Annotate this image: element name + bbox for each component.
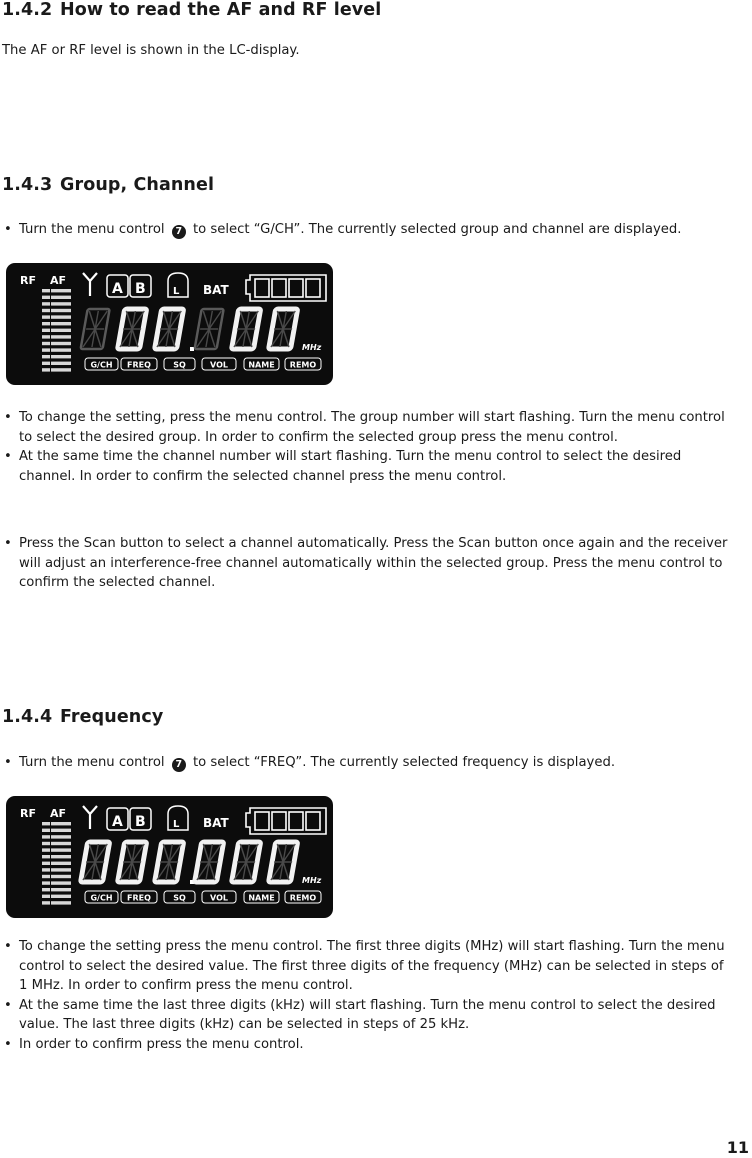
frequency-intro: [2, 753, 732, 773]
level-segment: [42, 355, 50, 358]
level-bars: [42, 822, 71, 905]
rf-label: RF: [20, 274, 36, 287]
level-segment: [42, 348, 50, 351]
level-segment: [51, 868, 71, 871]
level-segment: [42, 329, 50, 332]
heading-1-4-2: 1.4.2 How to read the AF and RF level: [2, 0, 382, 20]
level-segment: [51, 855, 71, 858]
svg-text:G/CH: G/CH: [90, 360, 113, 370]
lcd-mode-label: [202, 358, 236, 370]
lcd-digit: [232, 842, 261, 882]
lcd-mode-label: [121, 891, 157, 903]
menu-control-ref: 7: [172, 758, 186, 772]
lcd-display-gch: [6, 263, 333, 385]
svg-text:L: L: [173, 819, 180, 830]
level-segment: [42, 842, 50, 845]
level-segment: [42, 901, 50, 904]
lcd-digits: [81, 309, 298, 351]
level-segment: [42, 862, 50, 865]
lcd-digit: [155, 309, 184, 349]
level-segment: [42, 888, 50, 891]
lcd-graphic: [6, 263, 333, 385]
group-channel-intro: [2, 220, 732, 240]
lcd-mode-label: [85, 891, 118, 903]
battery-icon: [246, 808, 326, 834]
heading-1-4-3: 1.4.3 Group, Channel: [2, 175, 215, 195]
level-segment: [42, 868, 50, 871]
lcd-mode-label: [244, 358, 279, 370]
level-segment: [51, 848, 71, 851]
level-segment: [51, 881, 71, 884]
svg-text:VOL: VOL: [210, 360, 228, 370]
level-segment: [51, 329, 71, 332]
lcd-digit: [195, 309, 224, 349]
level-segment: [51, 862, 71, 865]
level-segment: [42, 822, 50, 825]
mhz-label: MHz: [302, 343, 322, 352]
lcd-mode-label: [244, 891, 279, 903]
lcd-digits: [81, 842, 298, 884]
page-number: 11: [726, 1138, 749, 1157]
list-item: • Turn the menu control 7 to select “G/CH”. The currently selected group and channel are displayed.: [2, 220, 732, 240]
level-segment: [51, 355, 71, 358]
level-segment: [51, 901, 71, 904]
lcd-mode-labels: [85, 358, 321, 370]
svg-text:SQ: SQ: [173, 893, 186, 903]
list-item: • At the same time the channel number will start flashing. Turn the menu control to select the desired channel. In order to confirm the selected channel press the menu control.: [2, 447, 732, 486]
menu-control-ref: 7: [172, 225, 186, 239]
lcd-digit: [155, 842, 184, 882]
decimal-point: [190, 347, 194, 351]
battery-icon: [246, 275, 326, 301]
level-segment: [42, 855, 50, 858]
list-item: • Press the Scan button to select a channel automatically. Press the Scan button once again and the receiver will adjust an interference-free channel automatically within the selected group. Press the menu control to confirm the selected channel.: [2, 534, 732, 593]
level-segment: [42, 362, 50, 365]
level-segment: [51, 362, 71, 365]
level-segment: [42, 342, 50, 345]
svg-text:NAME: NAME: [248, 360, 275, 370]
level-segment: [51, 342, 71, 345]
svg-text:L: L: [173, 286, 180, 297]
b-label: B: [135, 281, 146, 297]
lcd-graphic: [6, 796, 333, 918]
level-segment: [51, 315, 71, 318]
lcd-digit: [81, 842, 110, 882]
lcd-digit: [269, 309, 298, 349]
lcd-mode-label: [121, 358, 157, 370]
level-segment: [42, 848, 50, 851]
level-segment: [51, 348, 71, 351]
lcd-digit: [81, 309, 110, 349]
level-segment: [51, 822, 71, 825]
lcd-mode-labels: [85, 891, 321, 903]
bat-label: BAT: [203, 283, 229, 297]
svg-text:REMO: REMO: [289, 360, 317, 370]
level-segment: [42, 835, 50, 838]
level-segment: [51, 309, 71, 312]
level-segment: [51, 835, 71, 838]
level-segment: [51, 289, 71, 292]
level-segment: [42, 881, 50, 884]
lcd-mode-label: [285, 891, 321, 903]
mhz-label: MHz: [302, 876, 322, 885]
level-segment: [51, 302, 71, 305]
level-segment: [42, 895, 50, 898]
antenna-icon: [83, 273, 97, 296]
lcd-digit: [118, 309, 147, 349]
list-item: • In order to confirm press the menu control.: [2, 1035, 732, 1055]
bat-label: BAT: [203, 816, 229, 830]
list-item: • Turn the menu control 7 to select “FREQ”. The currently selected frequency is displayed.: [2, 753, 732, 773]
af-label: AF: [50, 274, 67, 287]
af-label: AF: [50, 807, 67, 820]
lcd-digit: [118, 842, 147, 882]
a-label: A: [112, 814, 123, 830]
lock-icon: [168, 806, 188, 830]
level-segment: [42, 368, 50, 371]
svg-text:SQ: SQ: [173, 360, 186, 370]
svg-text:NAME: NAME: [248, 893, 275, 903]
level-segment: [42, 315, 50, 318]
heading-1-4-4: 1.4.4 Frequency: [2, 707, 164, 727]
level-segment: [42, 875, 50, 878]
svg-text:FREQ: FREQ: [127, 893, 151, 903]
level-segment: [42, 302, 50, 305]
group-channel-steps: [2, 408, 732, 486]
b-label: B: [135, 814, 146, 830]
svg-text:G/CH: G/CH: [90, 893, 113, 903]
lcd-mode-label: [85, 358, 118, 370]
lcd-mode-label: [164, 891, 195, 903]
af-rf-paragraph: The AF or RF level is shown in the LC-display.: [2, 43, 300, 58]
level-segment: [51, 322, 71, 325]
a-label: A: [112, 281, 123, 297]
list-item: • To change the setting, press the menu control. The group number will start flashing. Turn the menu control to select the desired group. In order to confirm the selected group press the menu control.: [2, 408, 732, 447]
level-segment: [51, 335, 71, 338]
lcd-display-freq: [6, 796, 333, 918]
lcd-mode-label: [285, 358, 321, 370]
level-segment: [51, 895, 71, 898]
lcd-mode-label: [202, 891, 236, 903]
level-segment: [51, 296, 71, 299]
level-segment: [51, 888, 71, 891]
lcd-digit: [269, 842, 298, 882]
lock-icon: [168, 273, 188, 297]
lcd-digit: [232, 309, 261, 349]
level-segment: [42, 335, 50, 338]
level-segment: [42, 296, 50, 299]
lcd-digit: [195, 842, 224, 882]
lcd-mode-label: [164, 358, 195, 370]
rf-label: RF: [20, 807, 36, 820]
frequency-steps: [2, 937, 732, 1054]
level-segment: [42, 322, 50, 325]
list-item: • At the same time the last three digits (kHz) will start flashing. Turn the menu control to select the desired value. The last three digits (kHz) can be selected in steps of 25 kHz.: [2, 996, 732, 1035]
antenna-icon: [83, 806, 97, 829]
scan-note: [2, 534, 732, 593]
level-segment: [51, 829, 71, 832]
level-segment: [42, 309, 50, 312]
level-segment: [42, 829, 50, 832]
level-segment: [51, 875, 71, 878]
svg-text:VOL: VOL: [210, 893, 228, 903]
svg-text:FREQ: FREQ: [127, 360, 151, 370]
svg-text:REMO: REMO: [289, 893, 317, 903]
list-item: • To change the setting press the menu control. The first three digits (MHz) will start flashing. Turn the menu control to select the desired value. The first three digits of the frequency (MHz) can be selected in steps of 1 MHz. In order to confirm press the menu control.: [2, 937, 732, 996]
level-segment: [51, 842, 71, 845]
level-segment: [51, 368, 71, 371]
level-segment: [42, 289, 50, 292]
level-bars: [42, 289, 71, 372]
